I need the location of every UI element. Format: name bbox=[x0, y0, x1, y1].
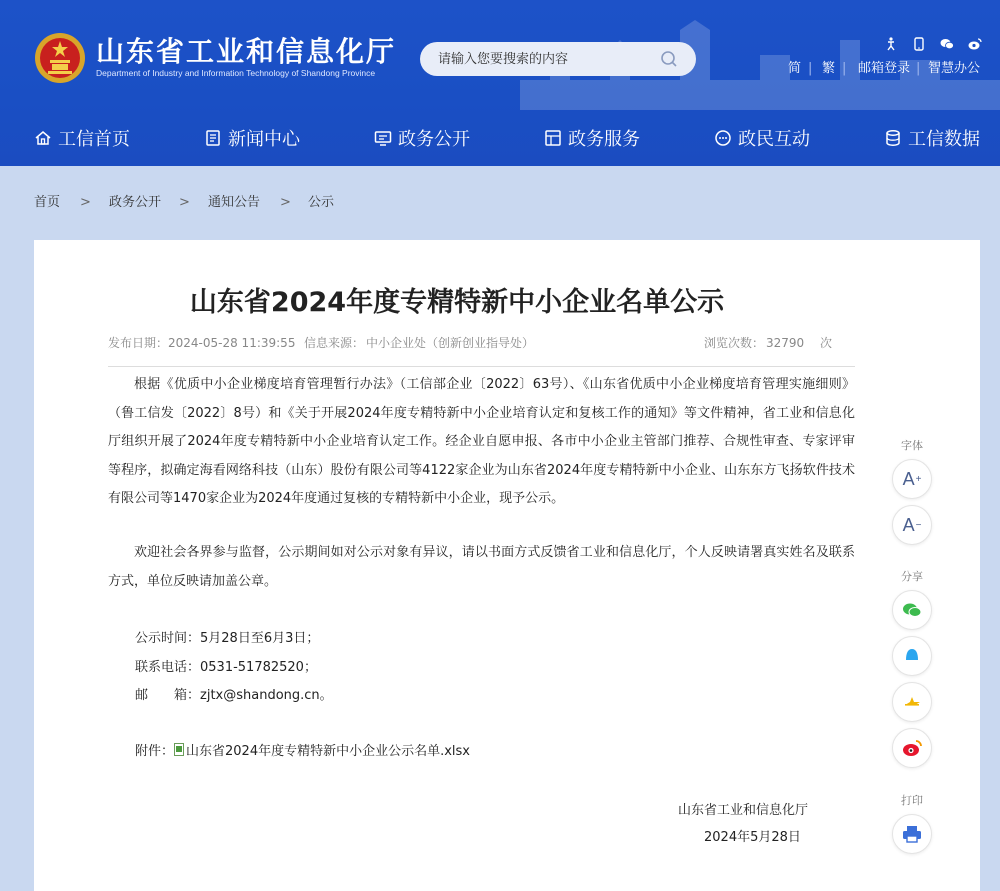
top-icon-bar bbox=[884, 36, 984, 52]
contact-phone: 联系电话：0531-51782520； bbox=[135, 660, 317, 675]
share-qzone-button[interactable] bbox=[892, 682, 932, 722]
chat-icon bbox=[714, 129, 732, 147]
share-qq-button[interactable] bbox=[892, 636, 932, 676]
attachment-label: 附件： bbox=[135, 744, 175, 759]
views-count: 32790 bbox=[766, 336, 805, 350]
home-icon bbox=[34, 129, 52, 147]
nav-item-news[interactable] bbox=[204, 124, 300, 152]
document-icon bbox=[204, 129, 222, 147]
share-wechat-button[interactable] bbox=[892, 590, 932, 630]
nav-label: 政务服务 bbox=[568, 129, 640, 150]
traditional-chinese-link[interactable]: 繁 bbox=[822, 61, 836, 76]
excel-file-icon bbox=[174, 743, 184, 756]
mail-login-link[interactable]: 邮箱登录 bbox=[858, 61, 911, 76]
font-decrease-button[interactable] bbox=[892, 505, 932, 545]
database-icon bbox=[884, 129, 902, 147]
national-emblem-logo bbox=[34, 32, 86, 84]
nav-label: 政民互动 bbox=[738, 129, 810, 150]
accessibility-icon[interactable] bbox=[884, 36, 898, 50]
nav-item-data[interactable] bbox=[884, 124, 980, 152]
article-title: 山东省2024年度专精特新中小企业名单公示 bbox=[189, 287, 725, 318]
font-size-label: 字体 bbox=[901, 439, 923, 452]
wechat-icon[interactable] bbox=[940, 36, 954, 50]
notice-time: 公示时间：5月28日至6月3日； bbox=[135, 631, 320, 646]
nav-label: 新闻中心 bbox=[228, 129, 300, 150]
plus-glyph: + bbox=[915, 473, 922, 485]
views-label: 浏览次数： bbox=[704, 336, 765, 350]
nav-item-gov-affairs[interactable] bbox=[374, 124, 470, 152]
signature-org: 山东省工业和信息化厅 bbox=[678, 803, 809, 818]
qzone-share-icon bbox=[901, 691, 923, 713]
main-nav bbox=[0, 110, 1000, 166]
email-line bbox=[135, 687, 333, 705]
qq-share-icon bbox=[901, 645, 923, 667]
minus-glyph: − bbox=[915, 519, 922, 531]
font-increase-glyph: A bbox=[902, 468, 915, 489]
link-separator: | bbox=[842, 61, 847, 76]
breadcrumb-gov-affairs[interactable]: 政务公开 bbox=[109, 195, 162, 210]
share-label: 分享 bbox=[901, 570, 923, 583]
nav-item-home[interactable] bbox=[34, 124, 130, 152]
smart-office-link[interactable]: 智慧办公 bbox=[928, 61, 981, 76]
breadcrumb-separator: > bbox=[280, 195, 291, 210]
monitor-icon bbox=[374, 129, 392, 147]
nav-item-interaction[interactable] bbox=[714, 124, 810, 152]
site-header bbox=[0, 0, 1000, 166]
breadcrumb-separator: > bbox=[80, 195, 91, 210]
weibo-icon[interactable] bbox=[968, 36, 982, 50]
views-unit: 次 bbox=[820, 336, 833, 350]
search-input[interactable] bbox=[438, 42, 658, 76]
meta-divider bbox=[108, 366, 855, 367]
nav-label: 工信数据 bbox=[908, 129, 980, 150]
article-paragraph-2: 欢迎社会各界参与监督，公示期间如对公示对象有异议，请以书面方式反馈省工业和信息化厅，个人反映请署真实姓名及联系方式，单位反映请加盖公章。 bbox=[108, 545, 855, 589]
email-label: 邮 箱： bbox=[135, 688, 201, 703]
print-button[interactable] bbox=[892, 814, 932, 854]
simplified-chinese-link[interactable]: 简 bbox=[788, 61, 802, 76]
printer-icon bbox=[901, 823, 923, 845]
breadcrumb-separator: > bbox=[179, 195, 190, 210]
search-box bbox=[420, 42, 696, 76]
wechat-share-icon bbox=[901, 599, 923, 621]
share-weibo-button[interactable] bbox=[892, 728, 932, 768]
link-separator: | bbox=[916, 61, 921, 76]
email-value: zjtx@shandong.cn。 bbox=[200, 688, 333, 703]
site-subtitle: Department of Industry and Information Technology of Shandong Province bbox=[96, 68, 376, 78]
source-label: 信息来源： bbox=[304, 336, 365, 350]
breadcrumb-notices[interactable]: 通知公告 bbox=[208, 195, 261, 210]
font-increase-button[interactable] bbox=[892, 459, 932, 499]
attachment-link[interactable]: 山东省2024年度专精特新中小企业公示名单.xlsx bbox=[186, 744, 471, 759]
source-value: 中小企业处（创新创业指导处） bbox=[366, 336, 535, 350]
weibo-share-icon bbox=[901, 737, 923, 759]
mobile-icon[interactable] bbox=[912, 36, 926, 50]
site-title: 山东省工业和信息化厅 bbox=[96, 35, 397, 68]
font-decrease-glyph: A bbox=[902, 514, 915, 535]
nav-item-gov-services[interactable] bbox=[544, 124, 640, 152]
publish-date-label: 发布日期： bbox=[108, 336, 169, 350]
article-paragraph-1: 根据《优质中小企业梯度培育管理暂行办法》（工信部企业〔2022〕63号）、《山东省优质中小企业梯度培育管理实施细则》（鲁工信发〔2022〕8号）和《关于开展2024年度专精特新中小企业培育认定和复核工作的通知》等文件精神，省工业和信息化厅组织开展了2024年度专精特新中小企业培育认定工作。经企业自愿申报、各市中小企业主管部门推荐、合规性审查、专家评审等程序，拟确定海看网络科技（山东）股份有限公司等4122家企业为山东省2024年度专精特新中小企业、山东东方飞扬软件技术有限公司等1470家企业为2024年度通过复核的专精特新中小企业，现予公示。 bbox=[108, 377, 855, 506]
breadcrumb-home[interactable]: 首页 bbox=[34, 195, 61, 210]
print-label: 打印 bbox=[901, 794, 923, 807]
service-icon bbox=[544, 129, 562, 147]
nav-label: 政务公开 bbox=[398, 129, 470, 150]
link-separator: | bbox=[808, 61, 813, 76]
publish-date: 2024-05-28 11:39:55 bbox=[168, 336, 296, 350]
attachment-line bbox=[135, 743, 470, 761]
signature-date: 2024年5月28日 bbox=[704, 830, 801, 845]
search-icon[interactable] bbox=[660, 50, 678, 68]
breadcrumb-current[interactable]: 公示 bbox=[308, 195, 335, 210]
nav-label: 工信首页 bbox=[58, 129, 130, 150]
article-card bbox=[34, 240, 980, 891]
